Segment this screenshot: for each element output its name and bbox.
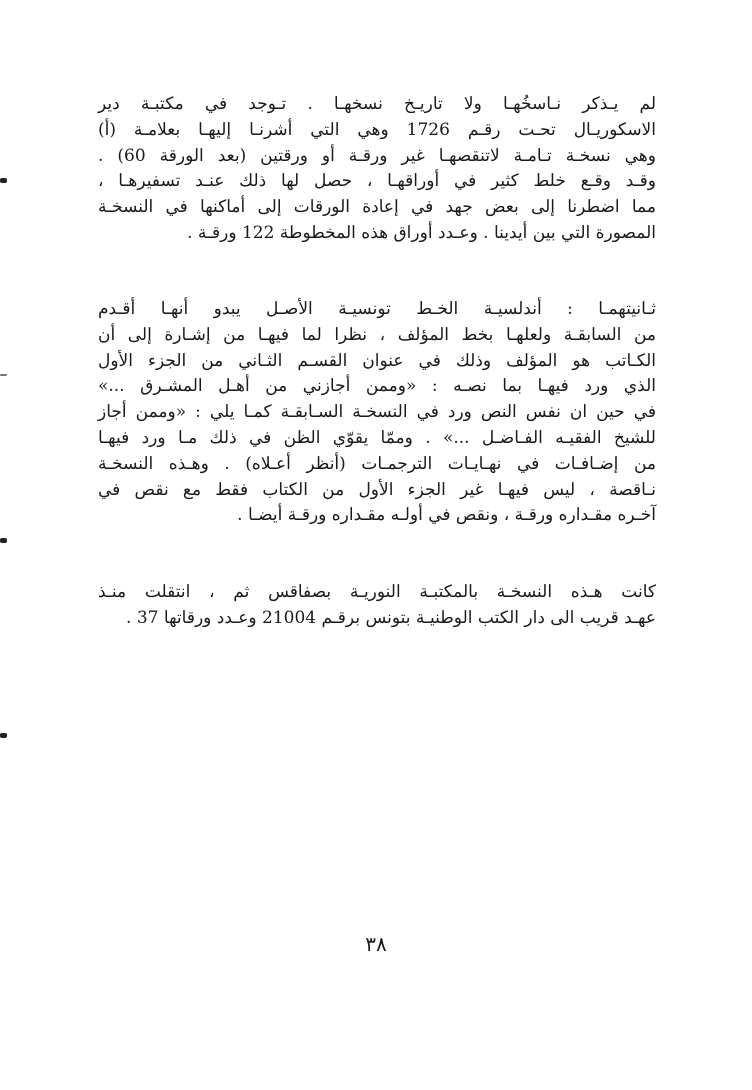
paragraph-line: للشيخ الفقيـه الفـاضـل ...» . وممّا يقوّي الظن في ذلك مـا ورد فيهـا [98,427,656,448]
paragraph-line: آخـره مقـداره ورقـة ، ونقص في أولـه مقـداره ورقـة أيضـا . [237,505,656,526]
paragraph-2 [98,297,656,529]
scan-edge-mark [0,178,7,183]
scan-edge-mark [0,733,7,738]
paragraph-line: وهي نسخـة تـامـة لاتنقصهـا غير ورقـة أو ورقتين (بعد الورقة 60) . [98,145,656,166]
paragraph-1 [98,92,656,247]
paragraph-line: المصورة التي بين أيدينا . وعـدد أوراق هذه المخطوطة 122 ورقـة . [187,222,656,243]
scan-edge-mark [0,538,7,543]
paragraph-line: الكـاتب هو المؤلف وذلك في عنوان القسـم الثـاني من الجزء الأول [98,350,656,371]
scan-edge-mark [0,374,7,376]
paragraph-line: عهـد قريب الى دار الكتب الوطنيـة بتونس برقـم 21004 وعـدد ورقاتها 37 . [126,607,656,628]
paragraph-3 [98,580,656,632]
paragraph-line: مما اضطرنا إلى بعض جهد في إعادة الورقات إلى أماكنها في النسخـة [98,197,656,218]
paragraph-line: نـاقصة ، ليس فيهـا غير الجزء الأول من الكتاب فقط مع نقص في [98,479,656,500]
paragraph-line: ثـانيتهمـا : أندلسيـة الخـط تونسيـة الأصـل يبدو أنهـا أقـدم [98,299,656,319]
paragraph-line: في حين ان نفس النص ورد في النسخـة السـابقـة كمـا يلي : «وممن أجاز [98,402,656,423]
paragraph-line: الذي ورد فيهـا بما نصـه : «وممن أجازني من أهـل المشـرق ...» [98,376,656,397]
page-number: ٣٨ [365,932,387,956]
paragraph-line: كانت هـذه النسخـة بالمكتبـة النوريـة بصفاقس ثم ، انتقلت منـذ [98,582,656,602]
paragraph-line: لم يـذكر نـاسخُهـا ولا تاريـخ نسخهـا . تـوجد في مكتبـة دير [98,94,656,114]
paragraph-line: من إضـافـات في نهـايـات الترجمـات (أنظر أعـلاه) . وهـذه النسخـة [98,453,656,474]
paragraph-line: من السابقـة ولعلهـا بخط المؤلف ، نظرا لما فيهـا من إشـارة إلى أن [98,324,656,345]
paragraph-line: الاسكوريـال تحـت رقـم 1726 وهي التي أشرنـا إليهـا بعلامـة (أ) [98,119,656,140]
paragraph-line: وقـد وقـع خلط كثير في أوراقهـا ، حصل لها ذلك عنـد تسفيرهـا ، [98,171,656,192]
